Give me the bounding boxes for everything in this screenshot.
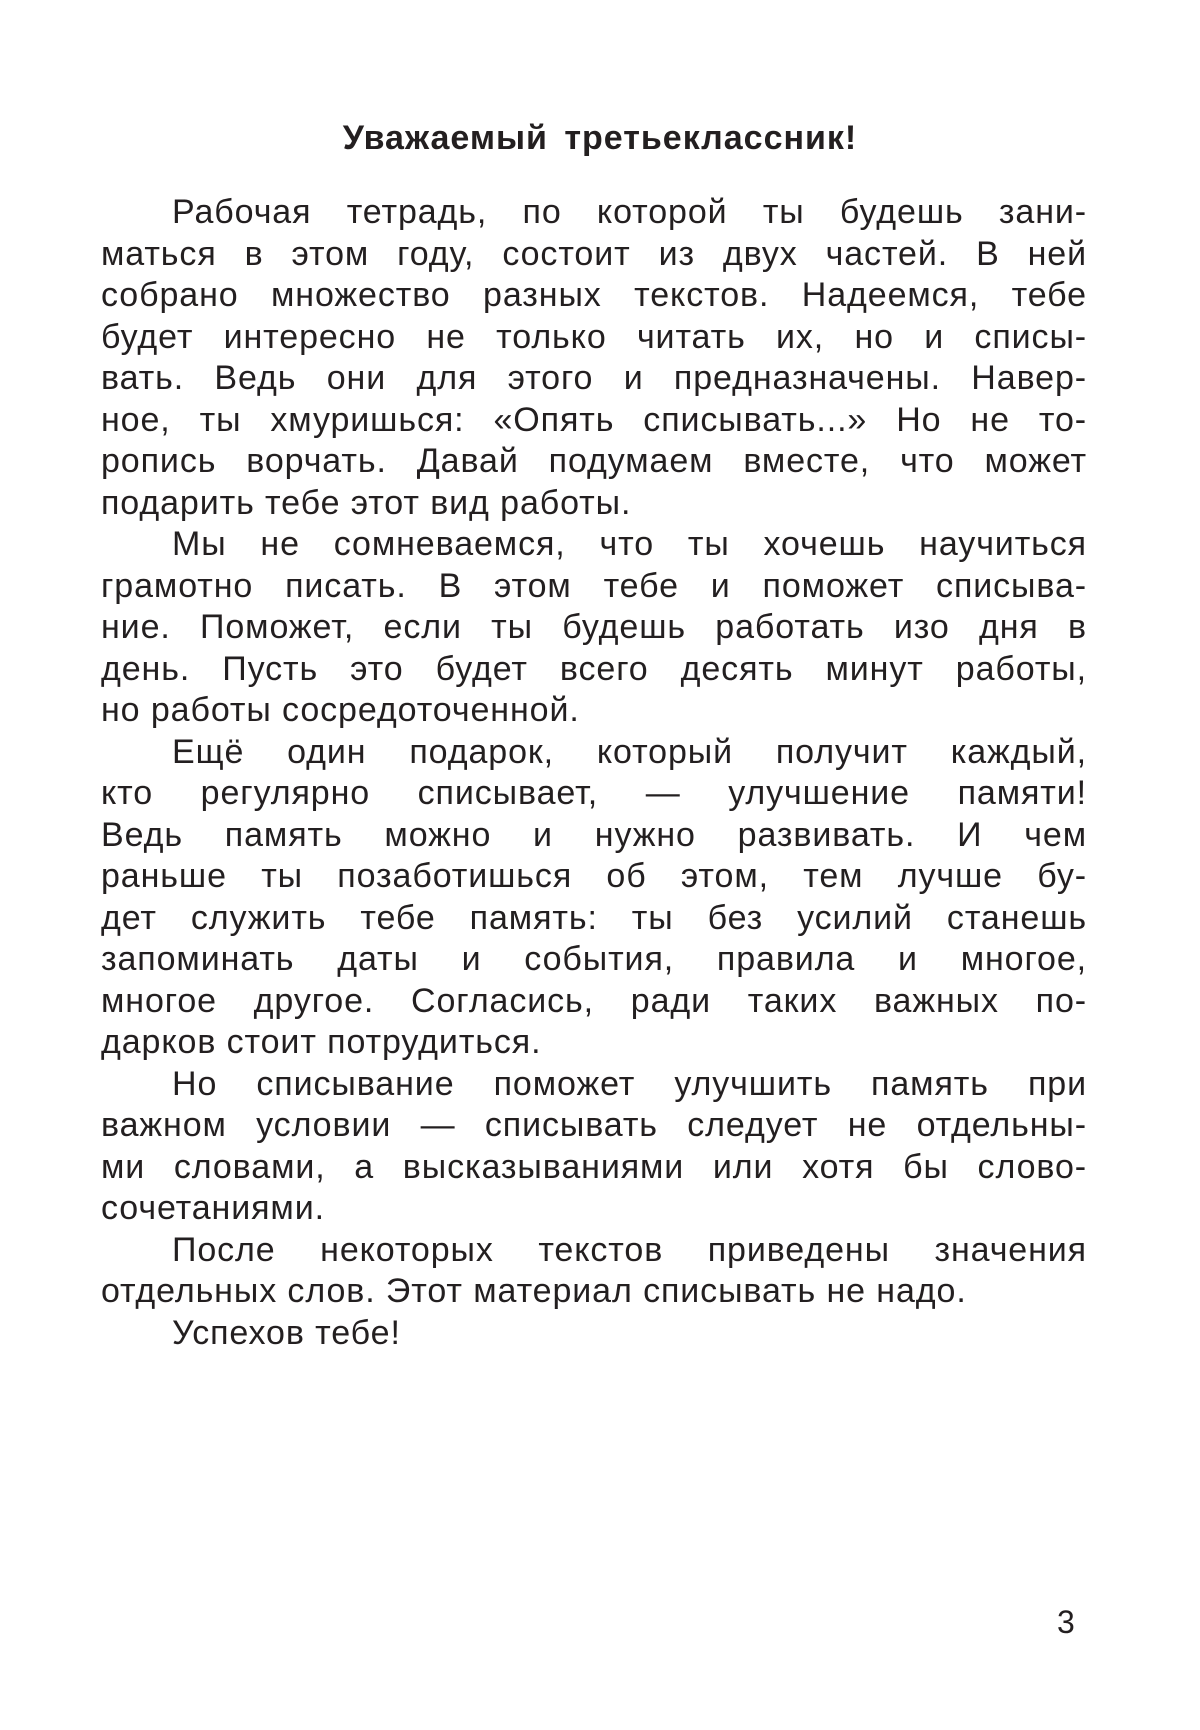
text-line: вать. Ведь они для этого и предназначены. Навер- <box>101 359 1087 397</box>
text-line: собрано множество разных текстов. Надеемся, тебе <box>101 276 1087 314</box>
paragraph-2 <box>101 524 1087 732</box>
text-line: будет интересно не только читать их, но и списы- <box>101 317 1087 356</box>
text-line: отдельных слов. Этот материал списывать не надо. <box>101 1272 967 1310</box>
text-line: важном условии — списывать следует не отдельны- <box>101 1106 1087 1144</box>
text-line: кто регулярно списывает, — улучшение памяти! <box>101 774 1087 812</box>
text-line: После некоторых текстов приведены значения <box>172 1230 1087 1269</box>
text-line: Ведь память можно и нужно развивать. И чем <box>101 815 1087 854</box>
text-line: ное, ты хмуришься: «Опять списывать...» Но не то- <box>101 400 1087 439</box>
text-line: ропись ворчать. Давай подумаем вместе, что может <box>101 442 1087 480</box>
text-line: день. Пусть это будет всего десять минут работы, <box>101 649 1087 688</box>
paragraph-1 <box>101 192 1087 524</box>
text-line: ми словами, а высказываниями или хотя бы слово- <box>101 1147 1087 1186</box>
text-line: Но списывание поможет улучшить память при <box>172 1064 1087 1103</box>
paragraph-3 <box>101 732 1087 1064</box>
text-line: дет служить тебе память: ты без усилий станешь <box>101 898 1087 937</box>
text-line: Мы не сомневаемся, что ты хочешь научиться <box>172 525 1087 563</box>
text-line: маться в этом году, состоит из двух частей. В ней <box>101 234 1087 273</box>
text-line: многое другое. Согласись, ради таких важных по- <box>101 981 1087 1020</box>
text-line: запоминать даты и события, правила и многое, <box>101 940 1087 978</box>
text-line: дарков стоит потрудиться. <box>101 1023 542 1061</box>
text-line: раньше ты позаботишься об этом, тем лучше бу- <box>101 857 1087 895</box>
text-line: сочетаниями. <box>101 1189 325 1227</box>
text-line: Ещё один подарок, который получит каждый, <box>172 732 1087 771</box>
text-line: ние. Поможет, если ты будешь работать изо дня в <box>101 608 1087 646</box>
text-line: подарить тебе этот вид работы. <box>101 483 632 522</box>
text-line: Успехов тебе! <box>172 1313 401 1352</box>
body-text <box>101 192 1087 1354</box>
paragraph-6 <box>101 1313 1087 1355</box>
page-heading: Уважаемый третьеклассник! <box>342 119 858 157</box>
paragraph-4 <box>101 1064 1087 1230</box>
paragraph-5 <box>101 1230 1087 1313</box>
page-number: 3 <box>1057 1604 1075 1640</box>
text-line: грамотно писать. В этом тебе и поможет списыва- <box>101 566 1087 605</box>
text-line: но работы сосредоточенной. <box>101 691 580 729</box>
text-line: Рабочая тетрадь, по которой ты будешь зани- <box>172 193 1087 231</box>
